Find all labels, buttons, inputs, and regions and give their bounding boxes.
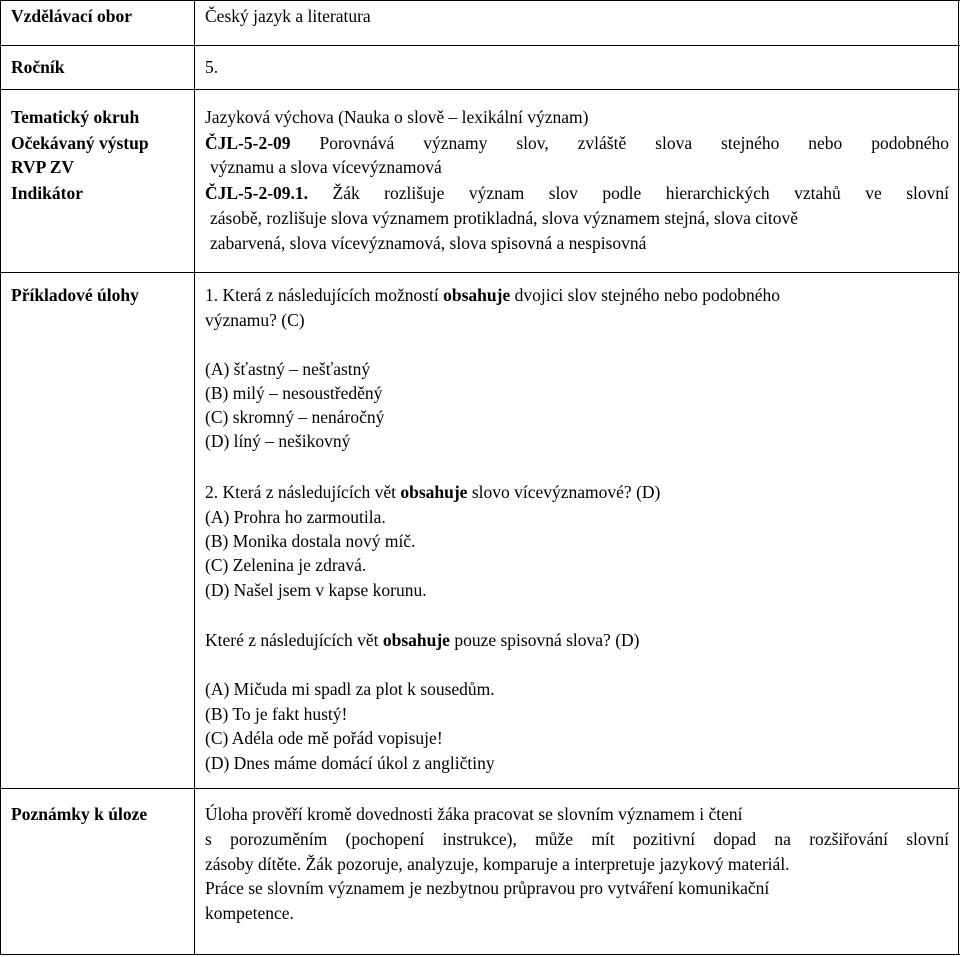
examples-label: Příkladové úlohy xyxy=(11,285,139,305)
question-2-option: (C) Zelenina je zdravá. xyxy=(205,555,367,575)
question-3-option: (D) Dnes máme domácí úkol z angličtiny xyxy=(205,753,495,773)
question-2-option: (A) Prohra ho zarmoutila. xyxy=(205,507,386,527)
notes-line: Práce se slovním významem je nezbytnou průpravou pro vytváření komunikační xyxy=(205,878,770,898)
outcome-label: Očekávaný výstup xyxy=(11,133,149,153)
notes-line: kompetence. xyxy=(205,903,294,923)
question-2-keyword: obsahuje xyxy=(400,482,468,502)
question-1-option: (C) skromný – nenáročný xyxy=(205,407,385,427)
question-1-keyword: obsahuje xyxy=(443,285,511,305)
question-2-suffix: slovo vícevýznamové? (D) xyxy=(467,482,661,502)
subject-label: Vzdělávací obor xyxy=(11,6,133,26)
question-2-prefix: 2. Která z následujících vět xyxy=(205,482,401,502)
row-divider xyxy=(0,788,960,789)
question-2-option: (B) Monika dostala nový míč. xyxy=(205,531,416,551)
question-1-option: (B) milý – nesoustředěný xyxy=(205,383,383,403)
table-border-top xyxy=(0,0,960,1)
question-1 xyxy=(205,283,780,307)
notes-line: s porozuměním (pochopení instrukce), může mít pozitivní dopad na rozšiřování slovní xyxy=(205,829,949,849)
topic-value: Jazyková výchova (Nauka o slově – lexikální význam) xyxy=(205,107,589,127)
row-divider xyxy=(0,89,960,90)
row-divider xyxy=(0,45,960,46)
notes-label: Poznámky k úloze xyxy=(11,804,148,824)
question-3-option: (B) To je fakt hustý! xyxy=(205,704,348,724)
subject-value: Český jazyk a literatura xyxy=(205,6,371,26)
table-border-right xyxy=(958,0,959,955)
outcome-label-rvp: RVP ZV xyxy=(11,157,75,177)
question-3-option: (A) Mičuda mi spadl za plot k sousedům. xyxy=(205,679,495,699)
indicator-text: Žák rozlišuje význam slov podle hierarchických vztahů ve slovní xyxy=(332,183,949,203)
indicator-text-line1 xyxy=(205,181,949,205)
notes-line: Úloha prověří kromě dovednosti žáka pracovat se slovním významem i čtení xyxy=(205,804,743,824)
question-3-option: (C) Adéla ode mě pořád vopisuje! xyxy=(205,728,443,748)
question-2 xyxy=(205,480,660,504)
question-3 xyxy=(205,628,640,652)
question-2-option: (D) Našel jsem v kapse korunu. xyxy=(205,580,427,600)
question-1-suffix: dvojici slov stejného nebo podobného xyxy=(510,285,780,305)
column-divider xyxy=(194,0,195,955)
indicator-text-line2: zásobě, rozlišuje slova významem protikladná, slova významem stejná, slova citově xyxy=(210,208,799,228)
notes-line: zásoby dítěte. Žák pozoruje, analyzuje, komparuje a interpretuje jazykový materiál. xyxy=(205,854,790,874)
topic-label: Tematický okruh xyxy=(11,107,140,127)
indicator-label: Indikátor xyxy=(11,183,83,203)
question-1-option: (A) šťastný – nešťastný xyxy=(205,359,371,379)
table-border-bottom xyxy=(0,954,960,955)
table-border-left xyxy=(0,0,1,955)
indicator-text-line3: zabarvená, slova vícevýznamová, slova spisovná a nespisovná xyxy=(210,233,647,253)
question-3-prefix: Které z následujících vět xyxy=(205,630,383,650)
row-divider xyxy=(0,272,960,273)
grade-label: Ročník xyxy=(11,57,65,77)
question-3-suffix: pouze spisovná slova? (D) xyxy=(449,630,640,650)
question-3-keyword: obsahuje xyxy=(382,630,450,650)
indicator-code: ČJL-5-2-09.1. xyxy=(205,183,309,203)
question-1-prefix: 1. Která z následujících možností xyxy=(205,285,444,305)
grade-value: 5. xyxy=(205,57,219,77)
outcome-code: ČJL-5-2-09 xyxy=(205,133,291,153)
outcome-text-line2: významu a slova vícevýznamová xyxy=(210,157,442,177)
outcome-text: Porovnává významy slov, zvláště slova stejného nebo podobného xyxy=(319,133,949,153)
outcome-text-line1 xyxy=(205,131,949,155)
question-1-option: (D) líný – nešikovný xyxy=(205,431,351,451)
question-1-line2: významu? (C) xyxy=(205,310,305,330)
